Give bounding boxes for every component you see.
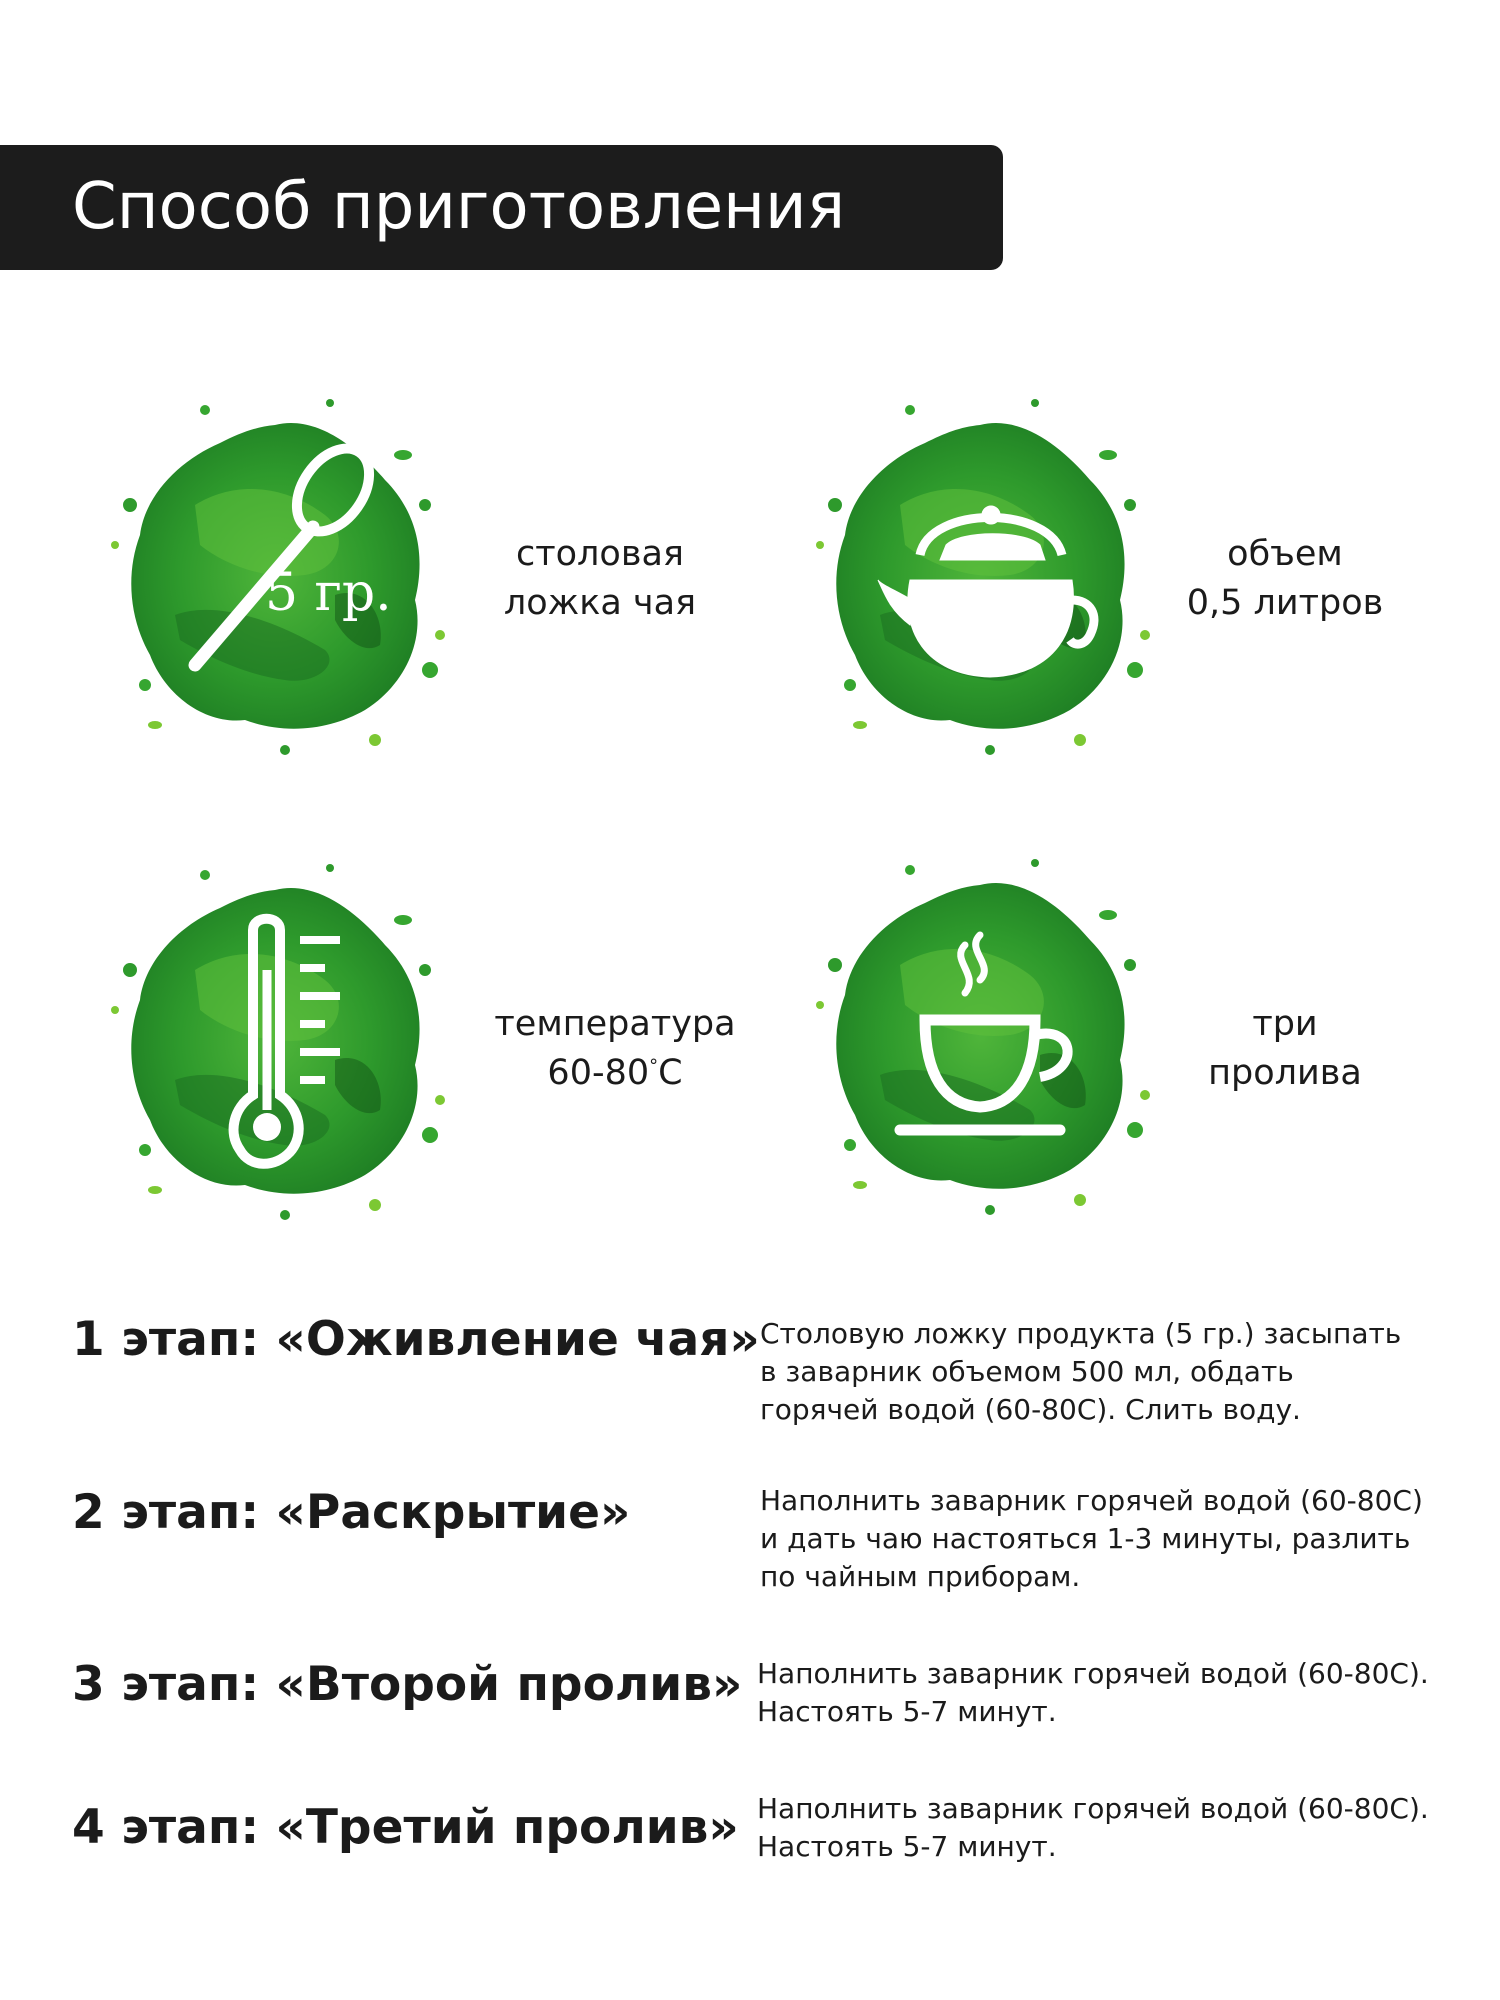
step-1-description: Столовую ложку продукта (5 гр.) засыпать в заварник объемом 500 мл, обдать горячей водой (60-80С). Слить воду. (760, 1317, 1402, 1426)
step-2-description: Наполнить заварник горячей водой (60-80С) и дать чаю настояться 1-3 минуты, разлить по чайным приборам. (760, 1484, 1423, 1593)
thermometer-splash (85, 850, 465, 1230)
title-bar (0, 145, 1003, 270)
feature-temperature-label: температура 60-80°C (494, 1004, 736, 1093)
step-4-description: Наполнить заварник горячей водой (60-80С). Настоять 5-7 минут. (757, 1792, 1429, 1863)
step-3-description: Наполнить заварник горячей водой (60-80С). Настоять 5-7 минут. (757, 1657, 1429, 1728)
step-2-title: 2 этап: «Раскрытие» (72, 1485, 631, 1540)
cup-splash (790, 845, 1170, 1225)
feature-volume-label: объем 0,5 литров (1186, 534, 1384, 623)
feature-infusions-label: три пролива (1208, 1004, 1362, 1093)
spoon-weight-badge: 5 гр. (265, 563, 392, 623)
page-title: Способ приготовления (72, 170, 846, 244)
step-1-title: 1 этап: «Оживление чая» (72, 1312, 760, 1367)
step-3-title: 3 этап: «Второй пролив» (72, 1657, 743, 1712)
feature-spoon-label: столовая ложка чая (503, 534, 697, 623)
step-4-title: 4 этап: «Третий пролив» (72, 1800, 739, 1855)
spoon-splash (85, 385, 465, 765)
teapot-splash (790, 385, 1170, 765)
